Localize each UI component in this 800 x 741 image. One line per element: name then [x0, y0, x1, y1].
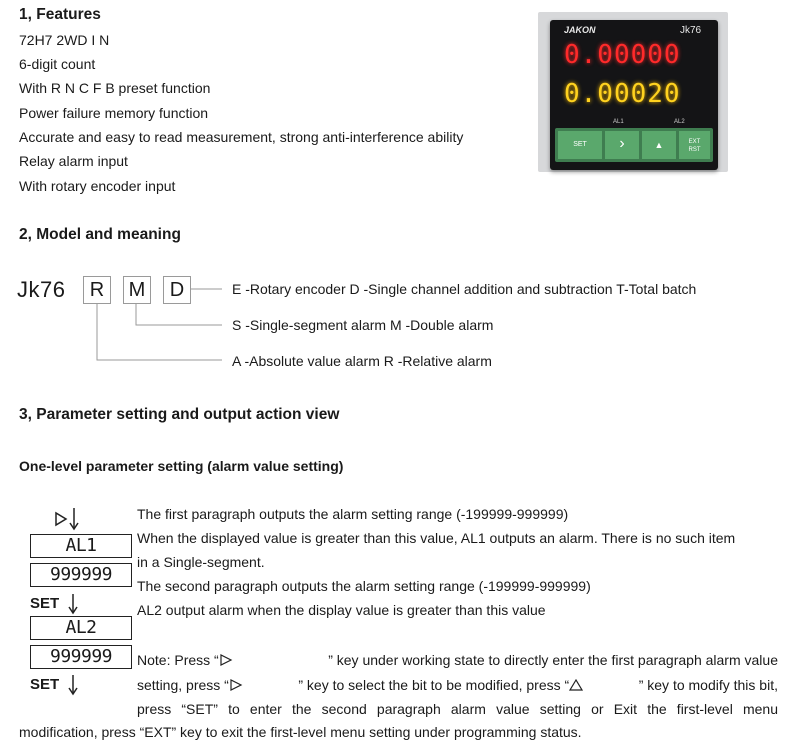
model-label: Jk76	[680, 25, 702, 36]
note-line-3: press “SET” to enter the second paragraph alarm value setting or Exit the first-level menu	[137, 701, 778, 717]
al1-display: AL1	[30, 534, 132, 558]
ext-label: EXT	[688, 139, 701, 145]
model-title: 2, Model and meaning	[19, 226, 181, 243]
note-text-1a: Note: Press “	[137, 652, 219, 668]
feature-item: Relay alarm input	[19, 153, 128, 169]
model-box-r: R	[83, 276, 111, 304]
desc-line-4: The second paragraph outputs the alarm setting range (-199999-999999)	[137, 578, 591, 594]
note-text-2a: setting, press “	[137, 677, 229, 693]
rst-label: RST	[688, 147, 701, 153]
shift-right-icon	[229, 679, 243, 691]
parameter-subtitle: One-level parameter setting (alarm value setting)	[19, 458, 344, 474]
al1-value-display: 999999	[30, 563, 132, 587]
up-triangle-icon	[569, 679, 583, 691]
shift-right-icon	[219, 654, 233, 666]
model-line-3: A -Absolute value alarm R -Relative alarm	[232, 353, 492, 369]
feature-item: 6-digit count	[19, 56, 96, 72]
al2-value-display: 999999	[30, 645, 132, 669]
model-prefix: Jk76	[17, 277, 66, 302]
feature-item: With R N C F B preset function	[19, 80, 211, 96]
al2-display: AL2	[30, 616, 132, 640]
note-text-1b: ” key under working state to directly enter the first paragraph alarm value	[328, 652, 778, 668]
model-line-1: E -Rotary encoder D -Single channel addition and subtraction T-Total batch	[232, 281, 697, 297]
display-top: 0.00000	[564, 40, 681, 70]
desc-line-3: in a Single-segment.	[137, 554, 265, 570]
al1-indicator: AL1	[613, 119, 624, 125]
feature-item: Accurate and easy to read measurement, strong anti-interference ability	[19, 129, 464, 145]
desc-line-2: When the displayed value is greater than this value, AL1 outputs an alarm. There is no such item	[137, 530, 736, 546]
feature-item: Power failure memory function	[19, 105, 209, 121]
note-line-2	[137, 677, 778, 693]
shift-right-button[interactable]: ›	[605, 131, 639, 159]
desc-line-5: AL2 output alarm when the display value is greater than this value	[137, 602, 546, 618]
note-line-1	[137, 652, 778, 668]
al2-indicator: AL2	[674, 119, 685, 125]
brand-label: JAKON	[564, 25, 596, 35]
up-button[interactable]: ▲	[642, 131, 676, 159]
parameter-title: 3, Parameter setting and output action view	[19, 406, 340, 423]
note-line-4: modification, press “EXT” key to exit the first-level menu setting under programming status.	[19, 724, 582, 740]
shift-triangle-icon	[56, 513, 66, 525]
set-label-2: SET	[30, 676, 60, 693]
note-text-2b: ” key to select the bit to be modified, press “	[298, 677, 570, 693]
set-button[interactable]: SET	[558, 131, 602, 159]
feature-item: 72H7 2WD I N	[19, 32, 110, 48]
note-text-2c: ” key to modify this bit,	[638, 677, 778, 693]
features-title: 1, Features	[19, 6, 101, 23]
desc-line-1: The first paragraph outputs the alarm setting range (-199999-999999)	[137, 506, 569, 522]
set-label-1: SET	[30, 595, 60, 612]
display-bottom: 0.00020	[564, 79, 681, 109]
feature-item: With rotary encoder input	[19, 178, 176, 194]
model-line-2: S -Single-segment alarm M -Double alarm	[232, 317, 494, 333]
model-box-d: D	[163, 276, 191, 304]
model-box-m: M	[123, 276, 151, 304]
